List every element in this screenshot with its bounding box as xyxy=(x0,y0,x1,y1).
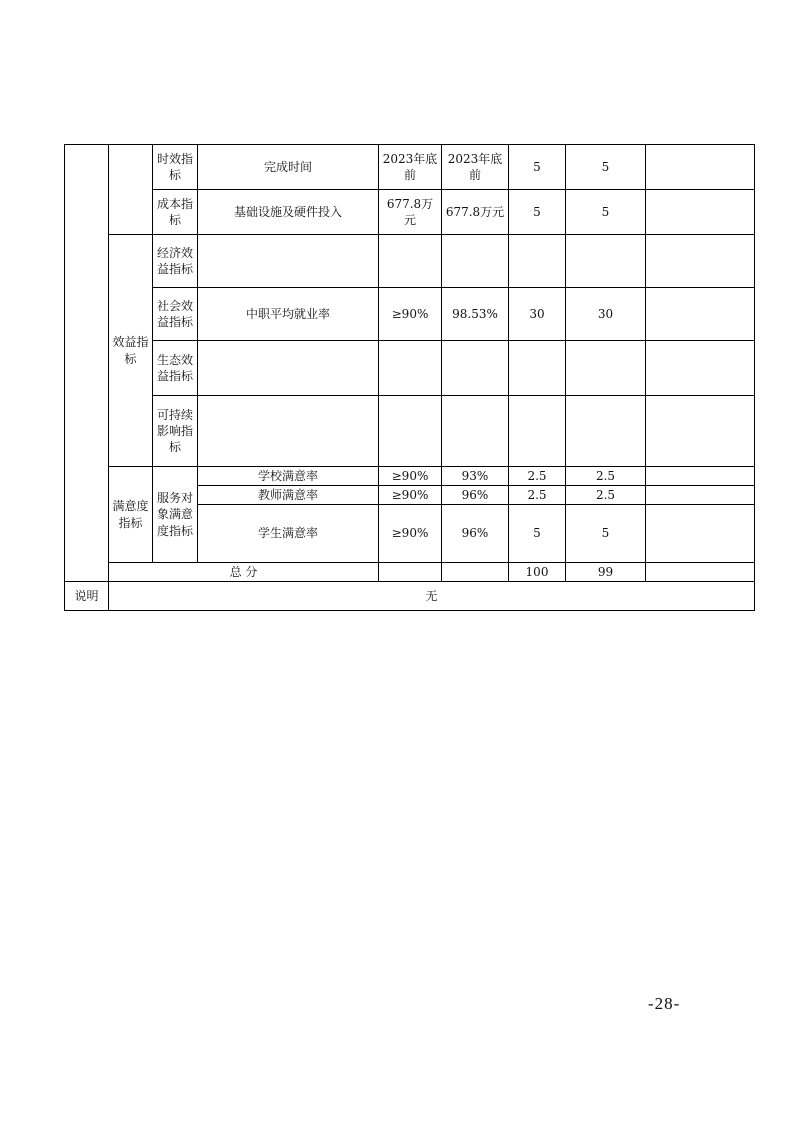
score-cell: 5 xyxy=(566,505,646,563)
score-cell: 30 xyxy=(566,288,646,341)
content-cell: 基础设施及硬件投入 xyxy=(198,190,379,235)
note-cell xyxy=(646,486,755,505)
actual-cell xyxy=(442,235,509,288)
level3-label: 成本指标 xyxy=(153,190,198,235)
score-cell xyxy=(566,341,646,396)
level2-output-cell xyxy=(109,145,153,235)
note-cell xyxy=(646,396,755,467)
level3-label: 时效指标 xyxy=(153,145,198,190)
score-cell: 5 xyxy=(509,505,566,563)
target-cell: 677.8万元 xyxy=(379,190,442,235)
score-cell: 2.5 xyxy=(509,467,566,486)
note-cell xyxy=(646,288,755,341)
performance-table xyxy=(64,144,755,611)
actual-cell xyxy=(442,341,509,396)
level2-benefit-label: 效益指标 xyxy=(109,235,153,467)
score-cell: 2.5 xyxy=(509,486,566,505)
note-cell xyxy=(646,505,755,563)
total-score: 100 xyxy=(509,563,566,582)
score-cell: 5 xyxy=(509,190,566,235)
level1-cell xyxy=(65,145,109,582)
total-empty xyxy=(379,563,442,582)
actual-cell: 96% xyxy=(442,486,509,505)
level3-label: 可持续影响指标 xyxy=(153,396,198,467)
table-row-cost xyxy=(65,190,755,235)
note-cell xyxy=(646,145,755,190)
table-row-total xyxy=(65,563,755,582)
actual-cell: 93% xyxy=(442,467,509,486)
target-cell: ≥90% xyxy=(379,486,442,505)
target-cell xyxy=(379,235,442,288)
explain-label: 说明 xyxy=(65,582,109,611)
total-score: 99 xyxy=(566,563,646,582)
score-cell: 30 xyxy=(509,288,566,341)
note-cell xyxy=(646,467,755,486)
content-cell: 学校满意率 xyxy=(198,467,379,486)
table-row-school xyxy=(65,467,755,486)
total-label: 总 分 xyxy=(109,563,379,582)
actual-cell: 677.8万元 xyxy=(442,190,509,235)
actual-cell xyxy=(442,396,509,467)
content-cell: 教师满意率 xyxy=(198,486,379,505)
content-cell xyxy=(198,341,379,396)
content-cell: 完成时间 xyxy=(198,145,379,190)
content-cell: 中职平均就业率 xyxy=(198,288,379,341)
table-row-explain xyxy=(65,582,755,611)
score-cell: 5 xyxy=(566,145,646,190)
table-row-time xyxy=(65,145,755,190)
note-cell xyxy=(646,341,755,396)
score-cell xyxy=(509,396,566,467)
level3-service-label: 服务对象满意度指标 xyxy=(153,467,198,563)
total-empty xyxy=(442,563,509,582)
total-empty xyxy=(646,563,755,582)
target-cell: ≥90% xyxy=(379,467,442,486)
level3-label: 生态效益指标 xyxy=(153,341,198,396)
content-cell xyxy=(198,235,379,288)
actual-cell: 2023年底前 xyxy=(442,145,509,190)
score-cell xyxy=(566,235,646,288)
page-number: -28- xyxy=(648,994,681,1013)
content-cell xyxy=(198,396,379,467)
table-row-social xyxy=(65,288,755,341)
level3-label: 社会效益指标 xyxy=(153,288,198,341)
table-row-sustain xyxy=(65,396,755,467)
score-cell xyxy=(509,235,566,288)
target-cell: 2023年底前 xyxy=(379,145,442,190)
target-cell: ≥90% xyxy=(379,505,442,563)
target-cell: ≥90% xyxy=(379,288,442,341)
note-cell xyxy=(646,235,755,288)
content-cell: 学生满意率 xyxy=(198,505,379,563)
note-cell xyxy=(646,190,755,235)
actual-cell: 98.53% xyxy=(442,288,509,341)
score-cell: 5 xyxy=(509,145,566,190)
target-cell xyxy=(379,341,442,396)
actual-cell: 96% xyxy=(442,505,509,563)
score-cell: 5 xyxy=(566,190,646,235)
explain-value: 无 xyxy=(109,582,755,611)
score-cell: 2.5 xyxy=(566,467,646,486)
score-cell: 2.5 xyxy=(566,486,646,505)
table-row-econ xyxy=(65,235,755,288)
target-cell xyxy=(379,396,442,467)
table-row-eco xyxy=(65,341,755,396)
level3-label: 经济效益指标 xyxy=(153,235,198,288)
score-cell xyxy=(566,396,646,467)
level2-satisfaction-label: 满意度指标 xyxy=(109,467,153,563)
score-cell xyxy=(509,341,566,396)
